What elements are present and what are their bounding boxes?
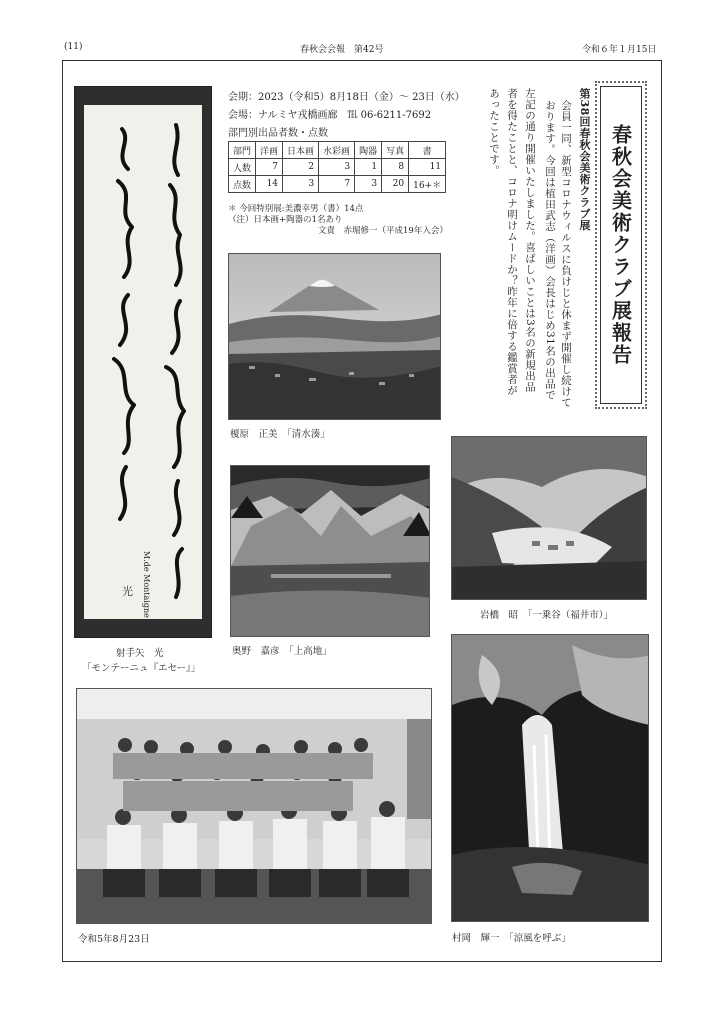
table-cell: 3 (319, 159, 355, 176)
article-author: 文責 赤堀修一（平成19年入会） (318, 226, 448, 236)
painting-kamikochi-image (230, 465, 430, 637)
table-header: 部門 (229, 142, 256, 159)
calligraphy-strokes (84, 105, 202, 619)
table-cell: 7 (319, 176, 355, 193)
table-cell: 16+＊ (409, 176, 446, 193)
table-cell: 7 (256, 159, 283, 176)
table-cell: 点数 (229, 176, 256, 193)
calligraphy-seal: 光 (122, 585, 133, 598)
article-paragraph-4: あったことです。 (488, 88, 500, 176)
article-title-box (600, 86, 642, 404)
table-note: （注）日本画+陶器の1名あり (228, 215, 343, 225)
table-cell: 人数 (229, 159, 256, 176)
table-cell: 8 (382, 159, 409, 176)
table-cell: 3 (355, 176, 382, 193)
caption-kamikochi: 奥野 嘉彦 「上高地」 (232, 646, 332, 657)
article-title: 春秋会美術クラブ展報告 (608, 124, 633, 366)
caption-calligraphy-artist: 射手矢 光 (116, 648, 164, 659)
table-cell: 11 (409, 159, 446, 176)
page-number: (11) (64, 42, 83, 52)
table-row (229, 176, 446, 193)
table-header: 写真 (382, 142, 409, 159)
table-row (229, 159, 446, 176)
table-title: 部門別出品者数・点数 (228, 128, 328, 139)
caption-waterfall: 村岡 輝一 「涼風を呼ぶ」 (452, 933, 571, 944)
table-cell: 20 (382, 176, 409, 193)
issue-date: 令和６年１月15日 (582, 45, 657, 55)
entries-table (228, 141, 446, 193)
calligraphy-signature: M.de Montaigne (142, 551, 151, 618)
calligraphy-paper (84, 105, 202, 619)
table-cell: 2 (283, 159, 319, 176)
exhibition-venue: 会場：ナルミヤ戎橋画廊 ℡ 06-6211-7692 (228, 110, 432, 121)
table-cell: 3 (283, 176, 319, 193)
caption-group-photo: 令和5年8月23日 (78, 934, 150, 945)
group-photo-image (76, 688, 432, 924)
table-header: 日本画 (283, 142, 319, 159)
photo-waterfall-image (451, 634, 649, 922)
special-exhibit-note: ＊ 今回特別展:美濃幸男（書）14点 (228, 204, 364, 214)
article-paragraph-1: 会員一同、新型コロナウィルスに負けじと休まず開催し続けております。今回は植田武志（洋画）会長はじめ31名の出品で (544, 100, 572, 408)
table-header: 陶器 (355, 142, 382, 159)
article-paragraph-3: 者を得たことと、コロナ明けムードか？昨年に倍する鑑賞者が (506, 88, 518, 396)
caption-ichijodani: 岩橋 昭 「一乗谷（福井市）」 (480, 610, 614, 621)
table-header: 書 (409, 142, 446, 159)
caption-shimizu: 榎原 正美 「清水湊」 (230, 429, 330, 440)
calligraphy-scroll-image (74, 86, 212, 638)
painting-shimizu-image (228, 253, 441, 420)
table-header: 洋画 (256, 142, 283, 159)
table-header-row (229, 142, 446, 159)
exhibition-period: 会期：2023（令和5）8月18日（金）〜 23日（水） (228, 92, 465, 103)
table-cell: 14 (256, 176, 283, 193)
table-header: 水彩画 (319, 142, 355, 159)
caption-calligraphy-work: 「モンテーニュ『エセー』」 (82, 663, 201, 674)
table-cell: 1 (355, 159, 382, 176)
article-heading: 第38回春秋会美術クラブ展 (578, 88, 591, 231)
painting-ichijodani-image (451, 436, 647, 600)
article-paragraph-2: 左記の通り開催いたしました。喜ばしいことは3名の新規出品 (524, 88, 536, 393)
newsletter-title: 春秋会会報 第42号 (300, 45, 384, 55)
